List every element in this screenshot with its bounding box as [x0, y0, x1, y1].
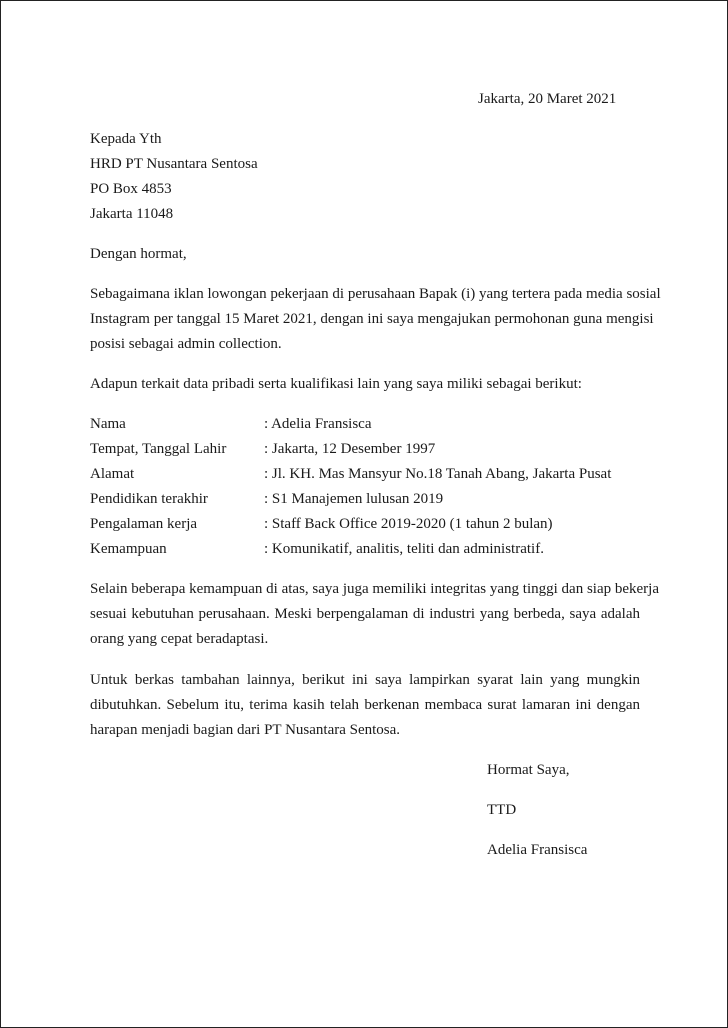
- greeting: Dengan hormat,: [90, 246, 187, 262]
- field-label: Alamat: [90, 466, 135, 482]
- recipient-line: HRD PT Nusantara Sentosa: [90, 156, 258, 172]
- field-value: : S1 Manajemen lulusan 2019: [264, 491, 444, 507]
- paragraph-line: posisi sebagai admin collection.: [90, 336, 282, 352]
- signer-name: Adelia Fransisca: [487, 842, 588, 858]
- closing-salutation: Hormat Saya,: [487, 762, 570, 778]
- paragraph-line: orang yang cepat beradaptasi.: [90, 631, 269, 647]
- recipient-line: Jakarta 11048: [90, 206, 174, 222]
- field-label: Tempat, Tanggal Lahir: [90, 441, 227, 457]
- field-label: Pendidikan terakhir: [90, 491, 208, 507]
- recipient-line: Kepada Yth: [90, 131, 162, 147]
- field-label: Pengalaman kerja: [90, 516, 198, 532]
- paragraph-line: sesuai kebutuhan perusahaan. Meski berpengalaman di industri yang berbeda, saya adalah: [90, 606, 640, 622]
- field-value: : Staff Back Office 2019-2020 (1 tahun 2 bulan): [264, 516, 553, 532]
- field-value: : Adelia Fransisca: [264, 416, 372, 432]
- paragraph-line: Untuk berkas tambahan lainnya, berikut ini saya lampirkan syarat lain yang mungkin: [90, 672, 640, 688]
- paragraph-line: dibutuhkan. Sebelum itu, terima kasih telah berkenan membaca surat lamaran ini dengan: [90, 697, 640, 713]
- field-value: : Jl. KH. Mas Mansyur No.18 Tanah Abang, Jakarta Pusat: [264, 466, 612, 482]
- field-value: : Komunikatif, analitis, teliti dan administratif.: [264, 541, 544, 557]
- recipient-line: PO Box 4853: [90, 181, 172, 197]
- paragraph-line: Selain beberapa kemampuan di atas, saya juga memiliki integritas yang tinggi dan siap bekerja: [90, 581, 659, 597]
- field-value: : Jakarta, 12 Desember 1997: [264, 441, 436, 457]
- field-label: Nama: [90, 416, 126, 432]
- paragraph-line: Instagram per tanggal 15 Maret 2021, dengan ini saya mengajukan permohonan guna mengisi: [90, 311, 654, 327]
- letter-date: Jakarta, 20 Maret 2021: [478, 91, 617, 107]
- paragraph-line: Sebagaimana iklan lowongan pekerjaan di perusahaan Bapak (i) yang tertera pada media sosial: [90, 286, 661, 302]
- field-label: Kemampuan: [90, 541, 167, 557]
- paragraph-line: harapan menjadi bagian dari PT Nusantara Sentosa.: [90, 722, 401, 738]
- signature: TTD: [487, 802, 517, 818]
- personal-data-intro: Adapun terkait data pribadi serta kualifikasi lain yang saya miliki sebagai berikut:: [90, 376, 582, 392]
